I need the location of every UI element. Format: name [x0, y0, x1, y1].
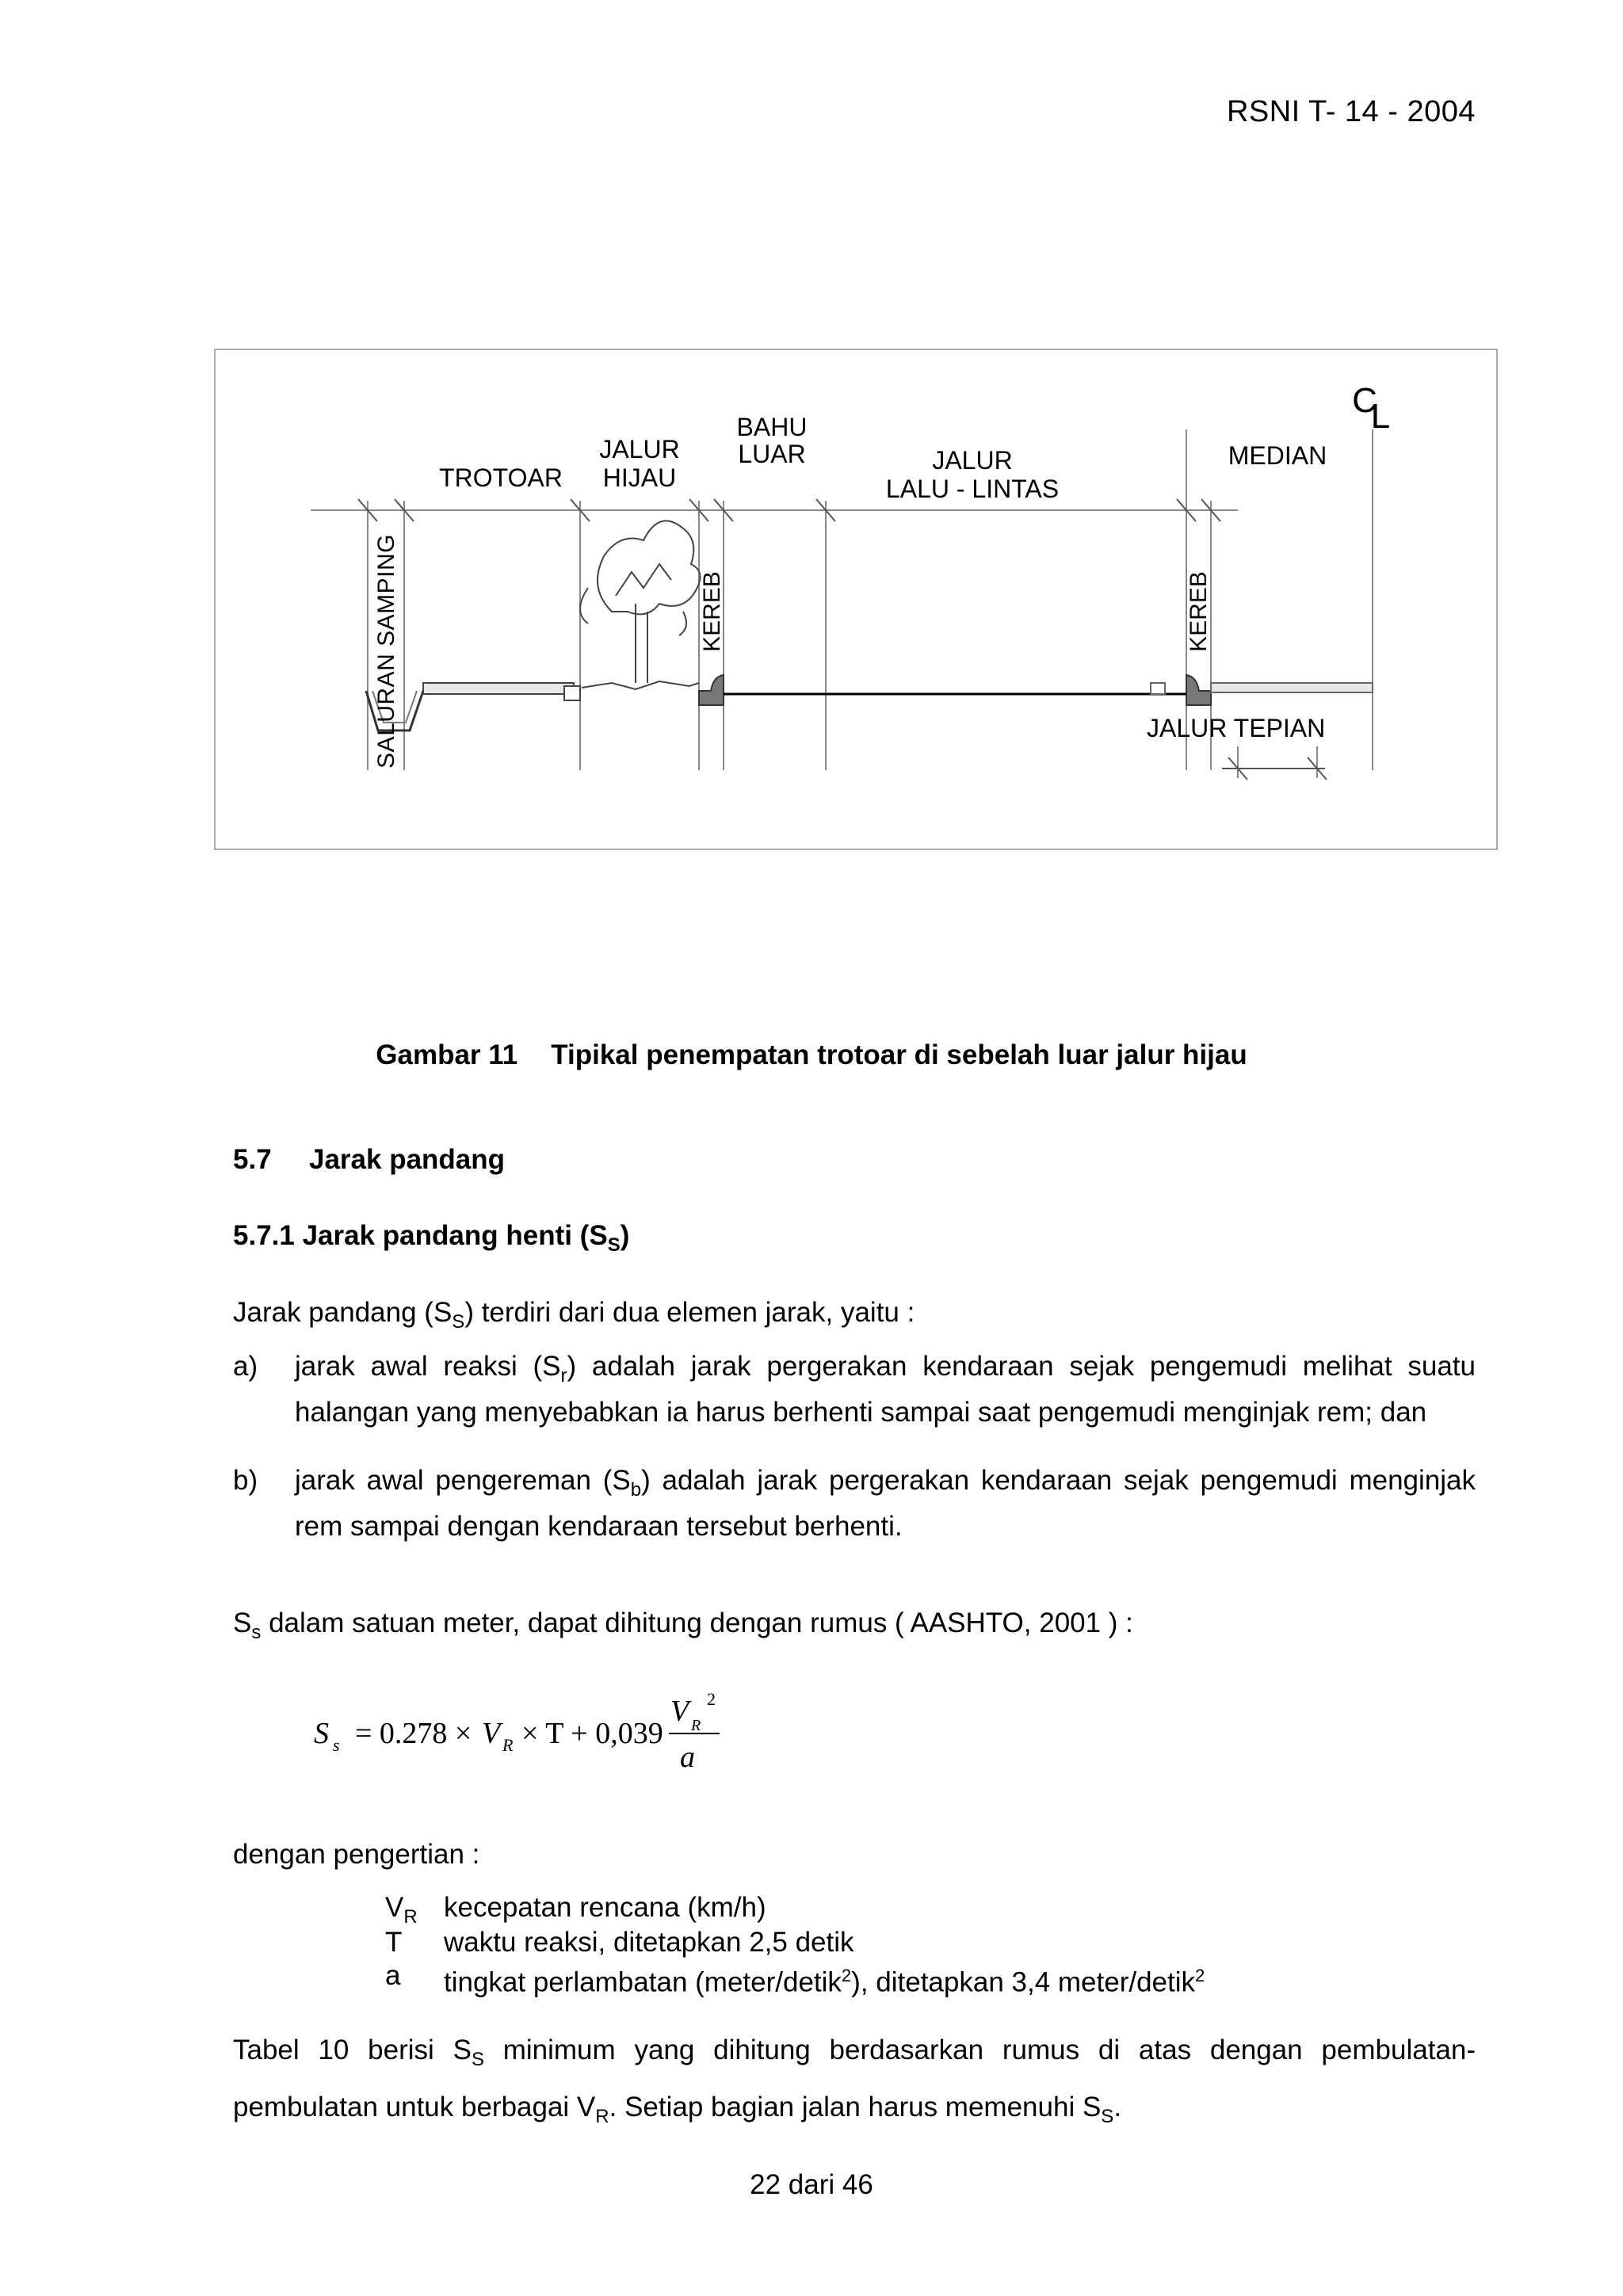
formula-v-sub: R — [502, 1735, 514, 1755]
right-kerb — [1186, 675, 1211, 705]
list-item-text — [295, 1463, 1476, 1545]
centerline-symbol-c: C — [1352, 381, 1377, 420]
list-item-text — [295, 1348, 1476, 1431]
intro-post: ) terdiri dari dua elemen jarak, yaitu : — [464, 1297, 915, 1328]
definition-symbol: T — [385, 1927, 403, 1958]
cross-section-drawing — [216, 350, 1496, 849]
green-belt-ground — [582, 681, 699, 689]
definition-text: waktu reaksi, ditetapkan 2,5 detik — [444, 1927, 854, 1958]
closing-s1: S — [471, 2049, 484, 2070]
formula-intro-s: S — [233, 1608, 252, 1638]
def-a-pre: tingkat perlambatan (meter/detik — [444, 1966, 842, 1998]
caption-number: Gambar 11 — [376, 1039, 518, 1070]
label-trotoar: TROTOAR — [439, 463, 563, 492]
subsection-number: 5.7.1 — [233, 1220, 295, 1251]
list-item-label: a) — [233, 1351, 258, 1382]
item-b-post: ) adalah jarak pergerakan kendaraan sejak pengemudi menginjak rem sampai dengan kendaraan tersebut berhenti. — [295, 1465, 1476, 1542]
median-slab — [1211, 683, 1373, 692]
definition-item — [385, 1890, 766, 1928]
formula-intro-sub: s — [251, 1622, 262, 1643]
formula-intro-post: dalam satuan meter, dapat dihitung dengan rumus ( AASHTO, 2001 ) : — [261, 1608, 1133, 1638]
item-a-sub: r — [560, 1365, 567, 1386]
figure-caption — [0, 1039, 1623, 1071]
page-number: 22 dari 46 — [750, 2169, 873, 2200]
label-bahu-luar-2: LUAR — [738, 440, 806, 468]
definitions-intro: dengan pengertian : — [233, 1839, 480, 1870]
formula-num-sup: 2 — [707, 1689, 716, 1709]
closing-p4: . — [1113, 2092, 1122, 2122]
definition-item — [385, 1958, 1205, 2000]
tree-icon — [580, 521, 700, 683]
item-a-post: ) adalah jarak pergerakan kendaraan sejak pengemudi melihat suatu halangan yang menyebabkan ia harus berhenti sampai saat pengemudi menginjak rem; dan — [295, 1351, 1476, 1428]
subsection-sub: S — [607, 1234, 621, 1256]
closing-paragraph — [233, 2027, 1476, 2141]
formula-times-t: × T + 0,039 — [521, 1717, 663, 1750]
closing-s2: R — [595, 2106, 609, 2127]
label-jalur-lalu-lintas-1: JALUR — [932, 446, 1013, 475]
sidewalk-slab — [423, 683, 574, 694]
list-item — [233, 1348, 1476, 1431]
formula-lhs: S — [314, 1717, 329, 1750]
formula-num-sub: R — [691, 1717, 701, 1734]
subsection-title: Jarak pandang henti (S — [302, 1220, 608, 1251]
list-item — [233, 1463, 1476, 1545]
closing-p3: . Setiap bagian jalan harus memenuhi S — [609, 2092, 1102, 2122]
section-title: Jarak pandang — [309, 1144, 506, 1175]
subsection-heading — [233, 1220, 629, 1257]
formula-num-v: V — [670, 1695, 689, 1728]
definition-text: kecepatan rencana (km/h) — [444, 1892, 766, 1923]
definition-item — [385, 1925, 854, 1960]
centerline-symbol-l: L — [1370, 397, 1391, 436]
label-kereb-right: KEREB — [1186, 571, 1212, 652]
def-a-sup1: 2 — [841, 1966, 852, 1985]
intro-pre: Jarak pandang (S — [233, 1297, 453, 1328]
cross-section-figure — [214, 349, 1498, 850]
label-jalur-hijau-1: JALUR — [599, 435, 680, 463]
label-kereb-left: KEREB — [699, 571, 725, 652]
formula-lhs-sub: s — [333, 1735, 340, 1755]
intro-paragraph — [233, 1295, 915, 1341]
item-b-sub: b — [630, 1479, 642, 1501]
formula-eq: = 0.278 × — [355, 1717, 472, 1750]
caption-title: Tipikal penempatan trotoar di sebelah luar jalur hijau — [551, 1039, 1247, 1070]
label-jalur-hijau-2: HIJAU — [602, 463, 677, 492]
label-saluran-samping: SALURAN SAMPING — [373, 534, 399, 769]
closing-s3: S — [1101, 2106, 1114, 2127]
closing-p1: Tabel 10 berisi S — [233, 2035, 472, 2065]
left-kerb — [699, 675, 724, 705]
list-item-label: b) — [233, 1465, 258, 1496]
closing-p2: minimum yang dihitung berdasarkan rumus di atas dengan pembulatan-pembulatan untuk berbagai V — [233, 2035, 1476, 2122]
formula-intro — [233, 1605, 1133, 1651]
section-heading — [233, 1144, 505, 1176]
definition-text — [444, 1958, 1205, 2000]
item-b-pre: jarak awal pengereman (S — [295, 1465, 631, 1496]
document-code: RSNI T- 14 - 2004 — [1226, 95, 1476, 128]
def-a-mid: ), ditetapkan 3,4 meter/detik — [851, 1966, 1196, 1998]
formula-den: a — [680, 1741, 695, 1774]
label-jalur-lalu-lintas-2: LALU - LINTAS — [885, 475, 1060, 503]
definition-symbol: a — [385, 1960, 401, 1991]
intro-sub: S — [452, 1311, 465, 1333]
def-vr-symbol: V — [385, 1892, 404, 1923]
label-median: MEDIAN — [1228, 441, 1327, 470]
stopping-distance-formula — [314, 1673, 742, 1776]
label-jalur-tepian: JALUR TEPIAN — [1147, 714, 1326, 742]
item-a-pre: jarak awal reaksi (S — [295, 1351, 561, 1382]
formula-v: V — [482, 1717, 501, 1750]
section-number: 5.7 — [233, 1144, 272, 1175]
subsection-close: ) — [620, 1220, 630, 1251]
def-vr-sub: R — [403, 1906, 418, 1928]
label-bahu-luar-1: BAHU — [736, 413, 808, 441]
def-a-sup2: 2 — [1195, 1966, 1205, 1985]
